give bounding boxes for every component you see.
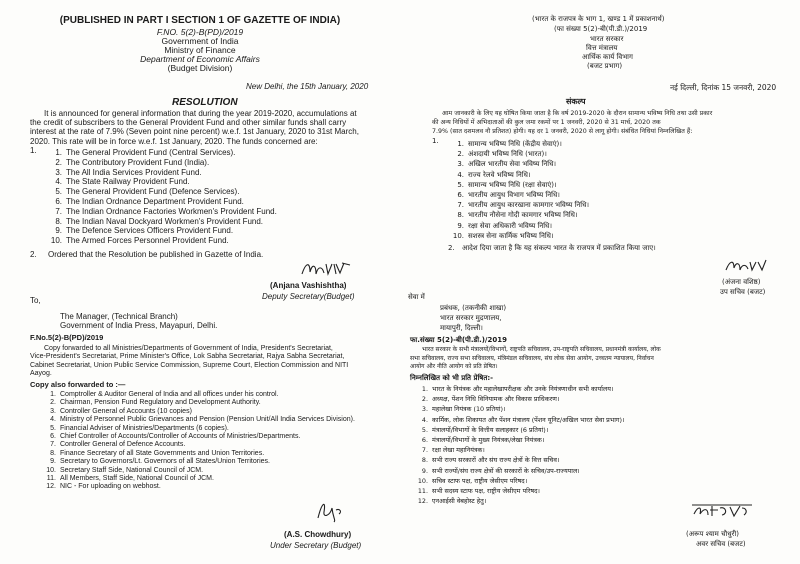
paragraph-1 [30,109,359,146]
list-item-number: 4. [50,416,56,424]
to-address-line-hindi: भारत सरकार मुद्रणालय, [440,314,502,322]
to-address-line: The Manager, (Technical Branch) [60,312,178,321]
list-item-text: Controller General of Accounts (10 copies) [60,407,192,415]
fund-list-item [55,157,277,168]
list-item-text: The General Provident Fund (Central Services). [66,148,236,157]
paragraph-line: Copy forwarded to all Ministries/Departments of Government of India, President's Secretariat, [44,345,333,352]
fund-list-item-hindi [457,221,589,231]
fund-list-item [55,177,277,187]
list-item-text: The Defence Services Officers Provident Fund. [66,226,234,236]
signature-2-image [312,498,346,524]
signatory-2-name-hindi: (अरूप श्याम चौधुरी) [686,530,739,538]
list-item-number: 6. [457,191,464,200]
paragraph-line: It is announced for general information that during the year 2019-2020, accumulations at [44,109,357,118]
ministry-line-hindi: (बजट प्रभाग) [587,62,623,70]
list-item-text: भारतीय आयुध विभाग भविष्य निधि। [468,191,560,200]
list-item-text: सशस्त्र सेना कार्मिक भविष्य निधि। [468,231,554,240]
signatory-1-name: (Anjana Vashishtha) [270,281,347,290]
fund-list-item-hindi [457,170,589,180]
copy-list-item [46,483,355,491]
fund-list-item-hindi [457,210,589,220]
list-item-text: Controller General of Defence Accounts. [60,441,186,449]
copy-list-item-hindi [417,476,624,486]
list-item-text: एनआईसी वेबहोस्ट हेतु। [432,497,487,506]
list-item-number: 4. [55,177,62,187]
copy-list-item-hindi [421,415,625,425]
list-item-number: 11. [417,487,428,496]
list-item-number: 10. [452,231,464,240]
signatory-1-title: Deputy Secretary(Budget) [262,292,355,301]
list-item-number: 1. [50,391,56,398]
list-item-number: 9. [50,458,56,466]
fund-list-item [55,206,277,217]
list-item-text: अध्यक्ष, पेंशन निधि विनियामक और विकास प्राधिकरण। [432,395,560,404]
list-item-text: सभी राज्यों/संघ राज्य क्षेत्रों की सरकारों के सचिव/उप-राज्यपाल। [432,466,580,475]
list-item-text: The Armed Forces Personnel Provident Fund. [66,236,229,246]
list-item-text: भारतीय आयुध कारखाना कामगार भविष्य निधि। [468,201,590,210]
signatory-2-title: Under Secretary (Budget) [270,541,362,550]
list-item-number: 7. [421,446,428,455]
paragraph-number: 2. [30,250,37,259]
signature-hindi-2-image [690,502,756,520]
ministry-line-hindi: वित्त मंत्रालय [586,44,618,52]
list-item-number: 9. [457,221,464,230]
fund-list-item [55,148,277,158]
fund-list-item-hindi [457,159,589,169]
paragraph-line: की अन्य निधियों में अभिदाताओं की कुल जमा रकमों पर 1 जनवरी, 2020 से 31 मार्च, 2020 तक [432,119,661,126]
copy-list-item-hindi [421,394,624,404]
copy-list-item-hindi [417,486,624,496]
list-item-text: कार्मिक, लोक शिकायत और पेंशन मंत्रालय (पेंशन यूनिट/अखिल भारत सेवा प्रभाग)। [432,415,625,424]
signatory-2-name: (A.S. Chowdhury) [284,530,352,539]
copy-list-item [50,433,355,441]
list-item-number: 3. [50,407,56,415]
copy-list-item [50,424,355,433]
to-address-line: Government of India Press, Mayapuri, Delhi. [60,321,218,330]
list-item-number: 8. [421,456,428,465]
file-number: F.NO. 5(2)-B(PD)/2019 [156,27,244,37]
copy-list-item-hindi [421,445,624,455]
fund-list-item [55,226,277,236]
list-item-text: रक्षा लेखा महानियंत्रक। [432,446,485,455]
copy-list-item-hindi [421,466,624,476]
copy-forwarded-paragraph [30,345,348,379]
copy-list-item [50,399,355,407]
paragraph-line: 2020. This rate will be in force w.e.f. 1st January, 2020. The funds concerned are: [30,136,318,146]
list-item-text: The State Railway Provident Fund. [66,177,190,187]
fund-list-item [55,196,277,207]
copy-list [46,391,355,492]
copy-list-item-hindi [421,455,624,465]
list-item-text: भारत के नियंत्रक और महालेखापरीक्षक और उनके नियंत्रणाधीन सभी कार्यालय। [432,385,614,393]
list-item-number: 8. [50,449,56,457]
copy-list-item-hindi [421,384,624,394]
list-item-number: 5. [457,180,464,189]
list-item-text: सामान्य भविष्य निधि (रक्षा सेवाएं)। [468,180,557,189]
ministry-line-hindi: आर्थिक कार्य विभाग [582,53,633,61]
list-item-number: 10. [46,466,56,474]
list-item-text: Chief Controller of Accounts/Controller of Accounts of Ministries/Departments. [60,433,301,441]
paragraph-1-hindi [432,109,712,136]
list-item-number: 2. [457,150,464,159]
paragraph-line: 7.9% (सात दशमलव नौ प्रतिशत) होगी। यह दर 1 जनवरी, 2020 से लागू होगी। संबंधित निधियां निम्नलिखित हैं: [432,128,693,135]
list-item-number: 12. [46,483,56,491]
ministry-line-hindi: भारत सरकार [590,35,624,43]
list-item-text: The Contributory Provident Fund (India). [66,157,210,167]
signature-1-image [298,258,358,280]
fund-list [50,148,277,246]
list-item-text: राज्य रेलवे भविष्य निधि। [468,170,531,179]
signature-hindi-1-image [722,256,772,276]
list-item-text: Financial Adviser of Ministries/Departments (6 copies). [60,424,229,432]
list-item-number: 3. [421,405,428,414]
hindi-column [404,0,800,564]
list-item-number: 4. [457,170,464,179]
list-item-text: The General Provident Fund (Defence Services). [66,187,240,197]
list-item-number: 1. [457,140,464,148]
list-item-number: 9. [55,226,62,236]
place-date: New Delhi, the 15th January, 2020 [246,82,369,91]
copy-list-hindi [417,384,625,506]
paragraph-line: सभा सचिवालय, राज्य सभा सचिवालय, मंत्रिमंडल सचिवालय, संघ लोक सेवा आयोग, उच्चतम न्यायालय, निर्वाचन [410,354,654,362]
fund-list-item [55,216,277,227]
list-item-text: मंत्रालयों/विभागों के वित्तीय सलाहकार (6 प्रतियां)। [432,425,549,434]
copy-list-item [50,458,355,466]
list-item-number: 4. [421,415,428,424]
fund-list-item-hindi [457,200,590,210]
list-item-text: Chairman, Pension Fund Regulatory and Development Authority. [60,399,261,407]
fund-list-item-hindi [457,190,589,200]
list-item-number: 10. [50,236,62,246]
list-item-number: 7. [55,206,62,216]
list-item-text: सभी सदस्य स्टाफ पक्ष, राष्ट्रीय जेसीएम परिषद। [432,487,540,496]
list-item-text: Secretary to Governors/Lt. Governors of all States/Union Territories. [60,458,270,466]
list-item-text: Finance Secretary of all State Governments and Union Territories. [60,449,265,457]
paragraph-line: Cabinet Secretariat, Union Public Service Commission, Supreme Court, Election Commission and NITI [30,361,349,369]
list-item-text: सभी राज्य सरकारों और संघ राज्य क्षेत्रों के वित्त सचिव। [432,456,560,465]
list-item-text: NIC - For uploading on webhost. [60,483,161,491]
list-item-text: The Indian Ordnance Factories Workmen's Provident Fund. [66,206,277,216]
fund-list-item [50,236,277,246]
paragraph-number-hindi: 2. [448,244,455,252]
list-item-number: 3. [457,160,464,169]
signatory-2-title-hindi: अवर सचिव (बजट) [696,540,746,548]
list-item-text: Secretary Staff Side, National Council of JCM. [60,466,204,474]
list-item-text: अंशदायी भविष्य निधि (भारत)। [468,150,547,159]
list-item-number: 9. [421,466,428,475]
copy-list-item [50,391,355,399]
list-item-number: 1. [55,148,62,157]
list-item-number: 3. [55,167,62,177]
list-item-text: Ministry of Personnel Public Grievances and Pension (Pension Unit/All India Services Division). [60,416,355,424]
fund-list-item-hindi [452,231,589,241]
list-item-text: The Indian Ordnance Department Provident Fund. [66,196,244,206]
list-item-number: 7. [50,441,56,449]
paragraph-line: interest at the rate of 7.9% (Seven point nine percent) w.e.f. 1st January, 2020 to 31st March, [30,127,359,137]
list-item-number: 8. [457,211,464,220]
copy-also-label-hindi: निम्नलिखित को भी प्रति प्रेषित:- [410,374,494,382]
signatory-1-title-hindi: उप सचिव (बजट) [720,288,766,296]
to-address-line-hindi: मायापुरी, दिल्ली। [440,324,483,332]
fund-list-item-hindi [457,139,589,149]
ministry-line: Department of Economic Affairs [140,54,260,64]
list-item-text: All Members, Staff Side, National Council of JCM. [60,475,214,483]
list-item-number: 6. [55,196,62,206]
signatory-1-name-hindi: (अंजना वशिष्ठ) [722,278,761,286]
copy-list-item [50,441,355,449]
list-item-number: 2. [55,157,62,167]
list-item-text: The Indian Naval Dockyard Workmen's Provident Fund. [66,216,264,226]
paragraph-line: Aayog. [30,370,52,378]
list-item-number: 1. [421,385,428,393]
ministry-line: Ministry of Finance [164,45,236,55]
to-address-line-hindi: प्रबंधक, (तकनीकी शाखा) [440,304,507,312]
resolution-title: RESOLUTION [172,97,238,108]
ministry-line: (Budget Division) [167,63,233,73]
place-date-hindi: नई दिल्ली, दिनांक 15 जनवरी, 2020 [670,83,777,92]
paragraph-2-hindi: आदेश दिया जाता है कि यह संकल्प भारत के राजपत्र में प्रकाशित किया जाए। [462,244,656,252]
paragraph-line: आयोग और नीति आयोग को प्रति प्रेषित। [410,363,498,371]
list-item-number: 7. [457,201,464,210]
paragraph-line: आम जानकारी के लिए यह घोषित किया जाता है कि वर्ष 2019-2020 के दौरान सामान्य भविष्य निधि तथा उसी प्रकार [442,110,713,117]
paragraph-number-hindi: 1. [432,137,439,145]
list-item-number: 6. [421,436,428,445]
list-item-text: अखिल भारतीय सेवा भविष्य निधि। [468,160,557,169]
to-label: To, [30,296,41,305]
list-item-number: 5. [50,424,56,432]
fund-list-item [55,187,277,197]
list-item-number: 10. [417,476,428,485]
fund-list-item-hindi [457,149,589,159]
list-item-text: मंत्रालयों/विभागों के मुख्य नियंत्रक/लेखा नियंत्रक। [432,436,545,445]
copy-forwarded-paragraph-hindi [410,346,661,372]
paragraph-number: 1. [30,146,37,155]
fund-list-hindi [452,139,590,241]
list-item-number: 5. [55,187,62,197]
copy-also-label: Copy also forwarded to :— [30,380,126,389]
list-item-text: The All India Services Provident Fund. [66,167,202,177]
list-item-number: 2. [421,395,428,404]
ministry-line: Government of India [161,36,239,46]
fund-list-item [55,167,277,178]
list-item-number: 12. [417,497,428,506]
list-item-number: 5. [421,425,428,434]
reference-number-hindi: फा.संख्या 5(2)-बी(पी.डी.)/2019 [410,336,507,344]
fund-list-item-hindi [457,180,589,190]
list-item-number: 11. [46,475,56,483]
list-item-text: महालेखा नियंत्रक (10 प्रतियां)। [432,405,506,414]
paragraph-line: Vice-President's Secretariat, Prime Minister's Office, Lok Sabha Secretariat, Rajya Sabha Secretariat, [30,353,345,361]
list-item-text: Comptroller & Auditor General of India and all offices under his control. [60,391,279,398]
copy-list-item-hindi [417,496,624,506]
to-label-hindi: सेवा में [408,293,425,301]
copy-list-item [50,407,355,416]
list-item-text: सचिव स्टाफ पक्ष, राष्ट्रीय जेसीएम परिषद। [432,476,528,485]
list-item-text: सामान्य भविष्य निधि (केंद्रीय सेवाएं)। [468,140,562,148]
resolution-title-hindi: संकल्प [566,97,586,106]
list-item-text: भारतीय नौसेना गोदी कामगार भविष्य निधि। [468,211,578,220]
copy-list-item [50,449,355,458]
copy-list-item [46,466,355,475]
copy-list-item-hindi [421,404,624,414]
gazette-header-hindi: (भारत के राजपत्र के भाग 1, खण्ड 1 में प्रकाशनार्थ) [532,15,665,23]
copy-list-item-hindi [421,425,624,435]
list-item-text: रक्षा सेवा अधिकारी भविष्य निधि। [468,221,553,230]
list-item-number: 2. [50,399,56,407]
copy-list-item-hindi [421,435,624,445]
paragraph-line: भारत सरकार के सभी मंत्रालयों/विभागों, राष्ट्रपति सचिवालय, उप-राष्ट्रपति सचिवालय, प्रधानमंत्री कार्यालय, लोक [422,346,661,353]
paragraph-2: Ordered that the Resolution be published in Gazette of India. [48,250,264,259]
file-number-hindi: (फा संख्या 5(2)-बी(पी.डी.)/2019 [554,25,648,33]
copy-list-item [46,475,355,483]
copy-list-item [50,416,355,424]
gazette-header: (PUBLISHED IN PART I SECTION 1 OF GAZETTE OF INDIA) [59,15,341,26]
paragraph-line: the credit of subscribers to the General Provident Fund and other similar funds shall carry [30,118,347,128]
list-item-number: 8. [55,216,62,226]
list-item-number: 6. [50,433,56,441]
reference-number: F.No.5(2)-B(PD)/2019 [30,333,104,342]
